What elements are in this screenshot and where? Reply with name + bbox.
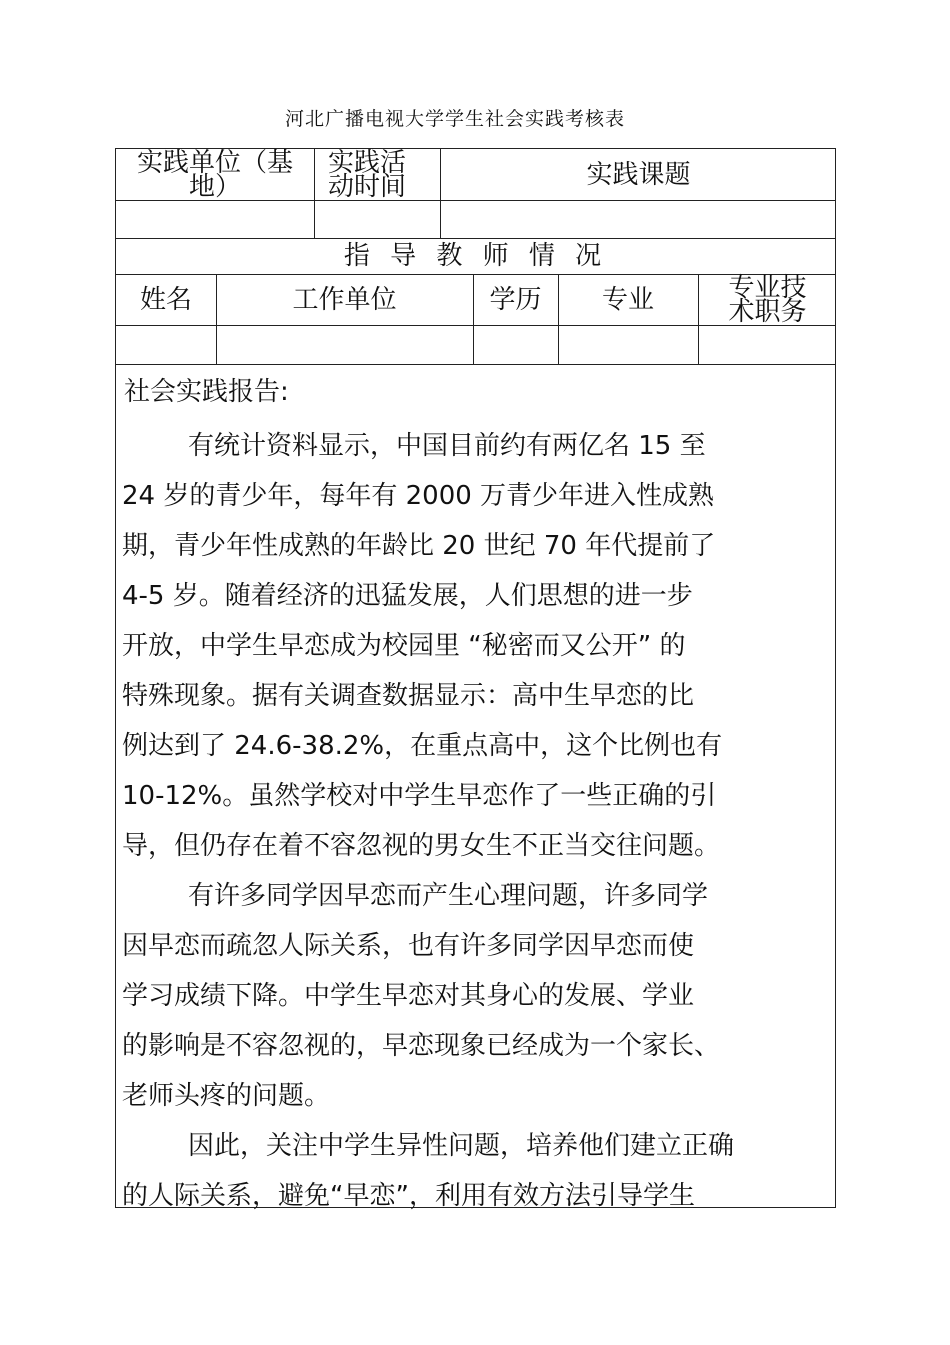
report-line: 特殊现象。据有关调查数据显示：高中生早恋的比 [122,681,695,711]
teacher-title-header: 专业技术职务 [728,272,807,327]
report-line: 老师头疼的问题。 [122,1081,331,1111]
report-line: 导，但仍存在着不容忽视的男女生不正当交往问题。 [122,831,721,861]
practice-topic-value [440,200,837,238]
report-body [122,421,834,1221]
report-line: 有许多同学因早恋而产生心理问题，许多同学 [188,881,709,911]
teacher-education-header: 学历 [489,284,542,315]
row-divider [116,364,835,365]
report-line: 学习成绩下降。中学生早恋对其身心的发展、学业 [122,981,695,1011]
practice-unit-value [116,200,314,238]
report-line: 有统计资料显示，中国目前约有两亿名 15 至 [188,431,706,461]
teacher-section-heading: 指 导 教 师 情 况 [343,241,608,271]
teacher-major-header: 专业 [601,284,654,315]
teacher-name-header: 姓名 [139,284,192,315]
report-line: 开放，中学生早恋成为校园里 “秘密而又公开” 的 [122,631,686,661]
practice-time-value [314,200,440,238]
teacher-work-unit-header: 工作单位 [292,284,397,315]
report-line: 因此，关注中学生异性问题，培养他们建立正确 [188,1131,735,1161]
report-line: 期，青少年性成熟的年龄比 20 世纪 70 年代提前了 [122,531,716,561]
report-line: 10-12%。虽然学校对中学生早恋作了一些正确的引 [122,781,717,811]
report-line: 例达到了 24.6-38.2%，在重点高中，这个比例也有 [122,731,723,761]
report-line: 24 岁的青少年，每年有 2000 万青少年进入性成熟 [122,481,715,511]
report-line: 的人际关系，避免“早恋”，利用有效方法引导学生 [122,1181,695,1211]
row-divider [116,325,835,326]
report-heading: 社会实践报告: [124,377,289,407]
assessment-table [115,147,836,1211]
header-practice-time: 实践活动时间 [328,147,407,202]
report-line: 因早恋而疏忽人际关系，也有许多同学因早恋而使 [122,931,695,961]
page-title: 河北广播电视大学学生社会实践考核表 [284,108,625,130]
report-line: 的影响是不容忽视的，早恋现象已经成为一个家长、 [122,1031,721,1061]
report-line: 4-5 岁。随着经济的迅猛发展，人们思想的进一步 [122,581,693,611]
header-practice-topic: 实践课题 [586,159,691,190]
header-practice-unit: 实践单位（基地） [136,147,293,202]
